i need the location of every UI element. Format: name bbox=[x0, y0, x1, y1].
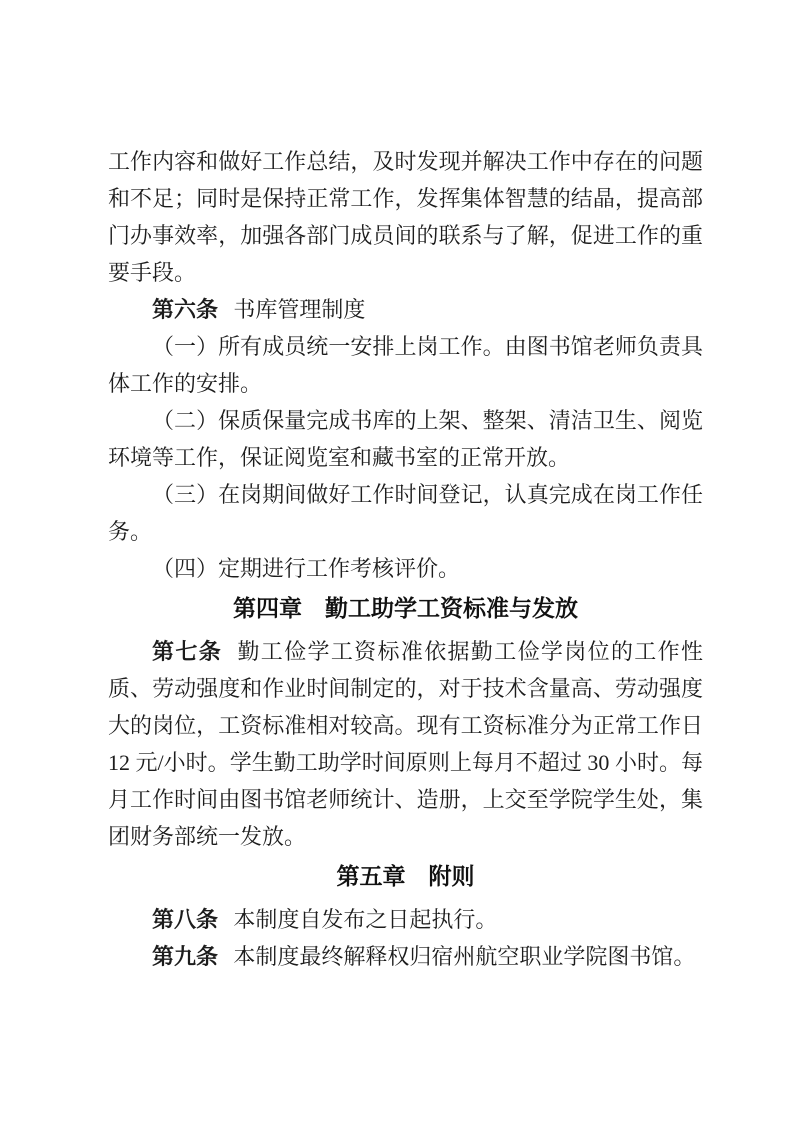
clause-paragraph-article-6 bbox=[108, 291, 703, 328]
chapter-heading-4: 第四章 勤工助学工资标准与发放 bbox=[233, 595, 578, 621]
clause-label-article-9: 第九条 bbox=[152, 944, 219, 969]
clause-text-article-7: 勤工俭学工资标准依据勤工俭学岗位的工作性质、劳动强度和作业时间制定的，对于技术含量高、劳动强度大的岗位，工资标准相对较高。现有工资标准分为正常工作日 12 元/小时。学生勤工助学时间原则上每月不超过 30 小时。每月工作时间由图书馆老师统计、造册，上交至学院学生处，集团财务部统一发放。 bbox=[108, 639, 703, 849]
clause-label-article-6: 第六条 bbox=[152, 297, 219, 322]
clause-text-article-6: 书库管理制度 bbox=[233, 297, 366, 322]
clause-text-article-9: 本制度最终解释权归宿州航空职业学院图书馆。 bbox=[233, 944, 696, 969]
body-paragraph-continuation: 工作内容和做好工作总结，及时发现并解决工作中存在的问题和不足；同时是保持正常工作，发挥集体智慧的结晶，提高部门办事效率，加强各部门成员间的联系与了解，促进工作的重要手段。 bbox=[108, 149, 703, 285]
clause-paragraph-article-9 bbox=[108, 938, 703, 975]
clause-paragraph-article-8 bbox=[108, 901, 703, 938]
clause-label-article-7: 第七条 bbox=[152, 639, 223, 664]
list-item-1: （一）所有成员统一安排上岗工作。由图书馆老师负责具体工作的安排。 bbox=[108, 334, 703, 396]
clause-text-article-8: 本制度自发布之日起执行。 bbox=[233, 907, 498, 932]
clause-paragraph-article-7 bbox=[108, 633, 703, 855]
list-item-2: （二）保质保量完成书库的上架、整架、清洁卫生、阅览环境等工作，保证阅览室和藏书室的正常开放。 bbox=[108, 408, 703, 470]
clause-label-article-8: 第八条 bbox=[152, 907, 219, 932]
list-item-4: （四）定期进行工作考核评价。 bbox=[152, 556, 461, 581]
chapter-heading-5: 第五章 附则 bbox=[336, 863, 475, 889]
list-item-3: （三）在岗期间做好工作时间登记，认真完成在岗工作任务。 bbox=[108, 482, 703, 544]
